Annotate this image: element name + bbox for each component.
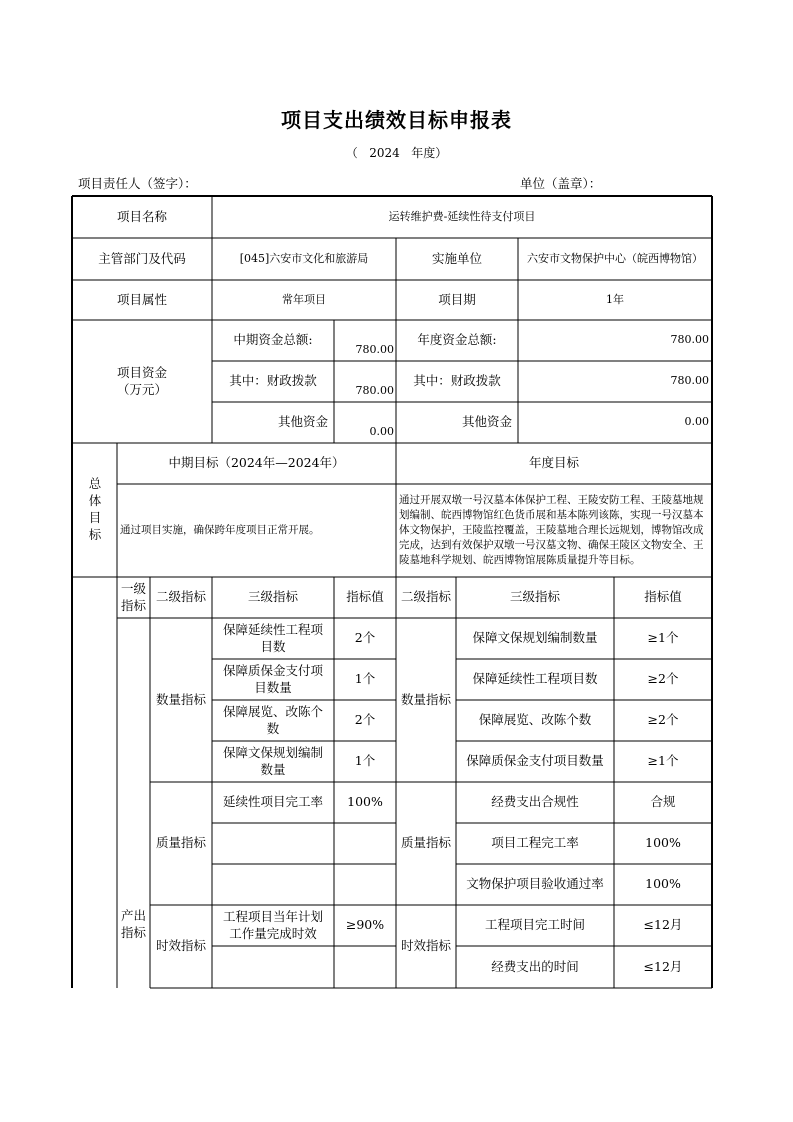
mid-indicator-value: [334, 864, 396, 905]
mid-indicator-name: 保障质保金支付项目数量: [222, 662, 323, 695]
year-total-value: 780.00: [670, 333, 709, 347]
year-indicator-value: ≥2个: [647, 712, 679, 728]
attr-label: 项目属性: [116, 291, 167, 307]
mid-other-label: 其他资金: [277, 414, 328, 430]
mid-fiscal-value: 780.00: [355, 384, 394, 398]
year-total-label: 年度资金总额:: [417, 332, 497, 348]
year-indicator-value: ≤12月: [643, 958, 683, 974]
year-other-value: 0.00: [684, 415, 709, 429]
year-indicator-name: 保障延续性工程项目数: [472, 671, 598, 687]
timeliness-indicator-label-right: 时效指标: [400, 938, 451, 954]
year-indicator-value: 合规: [650, 794, 676, 810]
year-goal-text: 通过开展双墩一号汉墓本体保护工程、王陵安防工程、王陵墓地规划编制、皖西博物馆红色货币展和基本陈列该陈，实现一号汉墓本体文物保护，王陵监控覆盖，王陵墓地合理长远规划，博物馆改成完成，达到有效保护双墩一号汉墓文物、确保王陵区文物安全、王陵墓地科学规划、皖西博物馆展陈质量提升等目标。: [399, 494, 704, 566]
mid-indicator-value: 100%: [347, 794, 383, 810]
year-indicator-value: ≥2个: [647, 671, 679, 687]
mid-indicator-name: 工程项目当年计划工作量完成时效: [222, 908, 323, 941]
mid-indicator-name: 延续性项目完工率: [222, 794, 323, 810]
year-indicator-value: ≥1个: [647, 630, 679, 646]
year-indicator-name: 保障文保规划编制数量: [472, 630, 598, 646]
header-value: 指标值: [346, 589, 384, 605]
overall-goals-label: 总体目标: [88, 476, 102, 542]
quantity-indicator-label: 数量指标: [155, 691, 206, 707]
mid-fiscal-label: 其中：财政拨款: [229, 373, 317, 389]
mid-indicator-value: [334, 946, 396, 988]
attr-value: 常年项目: [282, 292, 326, 306]
header-level2-right: 二级指标: [400, 589, 451, 605]
mid-total-label: 中期资金总额:: [233, 332, 313, 348]
mid-indicator-name: 保障延续性工程项目数: [222, 621, 323, 654]
mid-indicator-value: 1个: [354, 671, 376, 687]
impl-value: 六安市文物保护中心（皖西博物馆）: [527, 251, 703, 265]
year-fiscal-value: 780.00: [670, 374, 709, 388]
page-title: 项目支出绩效目标申报表: [281, 108, 512, 132]
mid-indicator-name: [212, 946, 334, 988]
mid-goal-text: 通过项目实施，确保跨年度项目正常开展。: [120, 524, 320, 537]
year-other-label: 其他资金: [461, 414, 512, 430]
quantity-indicator-label-right: 数量指标: [400, 691, 451, 707]
mid-total-value: 780.00: [355, 343, 394, 357]
year-indicator-value: ≤12月: [643, 917, 683, 933]
quality-indicator-label: 质量指标: [155, 835, 206, 851]
mid-indicator-name: 保障展览、改陈个数: [222, 703, 323, 736]
funds-label: 项目资金（万元）: [116, 364, 167, 397]
year-indicator-name: 项目工程完工率: [491, 835, 579, 851]
project-name-value: 运转维护费-延续性待支付项目: [388, 209, 536, 223]
mid-other-value: 0.00: [369, 425, 394, 439]
period-value: 1年: [606, 292, 624, 306]
year-indicator-value: 100%: [645, 876, 681, 892]
year-indicator-name: 文物保护项目验收通过率: [466, 876, 604, 892]
mid-indicator-name: [212, 823, 334, 864]
project-name-label: 项目名称: [116, 208, 167, 224]
header-level3: 三级指标: [247, 589, 298, 605]
header-value-right: 指标值: [644, 589, 682, 605]
impl-label: 实施单位: [431, 250, 482, 266]
header-level3-right: 三级指标: [509, 589, 560, 605]
output-indicator-label: 产出指标: [120, 908, 146, 940]
timeliness-indicator-label: 时效指标: [155, 938, 206, 954]
year-indicator-name: 经费支出合规性: [491, 794, 579, 810]
year-indicator-value: 100%: [645, 835, 681, 851]
year-indicator-name: 工程项目完工时间: [484, 917, 585, 933]
mid-indicator-value: 1个: [354, 753, 376, 769]
mid-indicator-value: [334, 823, 396, 864]
year-indicator-name: 经费支出的时间: [491, 958, 579, 974]
year-fiscal-label: 其中：财政拨款: [413, 373, 501, 389]
year-indicator-name: 保障质保金支付项目数量: [466, 753, 604, 769]
header-level1: 一级指标: [120, 580, 146, 613]
year-indicator-name: 保障展览、改陈个数: [478, 712, 592, 728]
dept-value: [045]六安市文化和旅游局: [239, 251, 369, 265]
mid-indicator-name: 保障文保规划编制数量: [222, 744, 323, 777]
quality-indicator-label-right: 质量指标: [400, 835, 451, 851]
dept-label: 主管部门及代码: [98, 250, 186, 266]
mid-indicator-value: 2个: [354, 712, 376, 728]
mid-indicator-value: ≥90%: [345, 917, 385, 933]
year-goal-header: 年度目标: [528, 455, 579, 471]
unit-seal-label: 单位（盖章）：: [520, 176, 602, 191]
mid-goal-header: 中期目标（2024年—2024年）: [168, 455, 345, 471]
period-label: 项目期: [438, 291, 476, 307]
mid-indicator-value: 2个: [354, 630, 376, 646]
responsible-signature-label: 项目责任人（签字）：: [78, 176, 197, 191]
year-line: （ 2024 年度）: [345, 146, 448, 160]
mid-indicator-name: [212, 864, 334, 905]
year-indicator-value: ≥1个: [647, 753, 679, 769]
header-level2: 二级指标: [155, 589, 206, 605]
